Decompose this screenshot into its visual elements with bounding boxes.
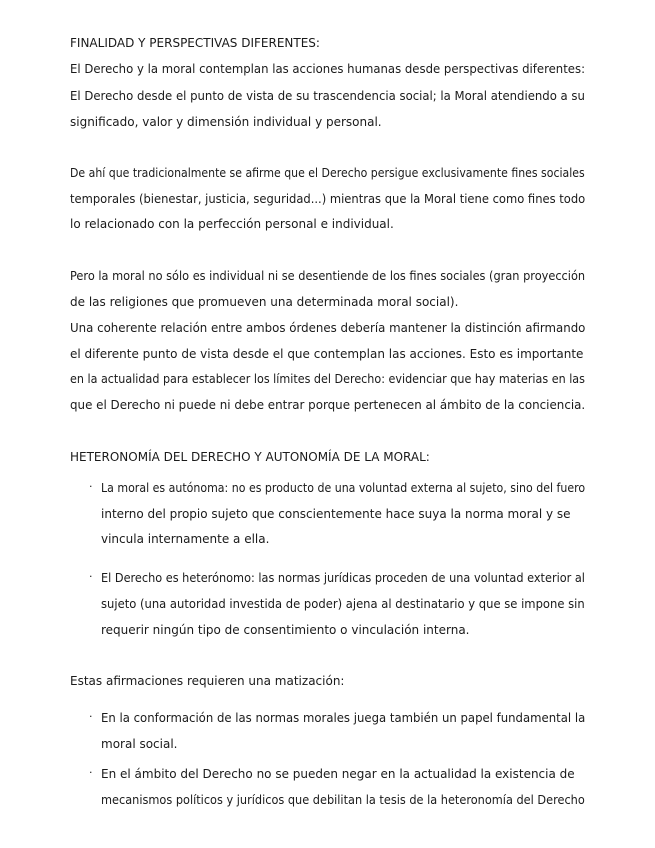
para-1-line-2: El Derecho desde el punto de vista de su trascendencia social; la Moral atendiendo a su [70, 89, 585, 103]
bullet-1-1-line-3: vincula internamente a ella. [101, 532, 270, 546]
bullet-1-1-line-2: interno del propio sujeto que conscientemente hace suya la norma moral y se [101, 507, 571, 521]
para-5: Estas afirmaciones requieren una matización: [70, 674, 345, 688]
para-2-line-3: lo relacionado con la perfección personal e individual. [70, 217, 394, 231]
bullet-2-1-line-1: En la conformación de las normas morales juega también un papel fundamental la [101, 711, 586, 725]
bullet-1-2-line-1: El Derecho es heterónomo: las normas jurídicas proceden de una voluntad exterior al [101, 571, 585, 585]
bullet-2-1-line-2: moral social. [101, 737, 178, 751]
bullet-marker: · [89, 766, 93, 779]
bullet-2-2-line-2: mecanismos políticos y jurídicos que debilitan la tesis de la heteronomía del Derecho [101, 793, 585, 807]
para-3-line-2: de las religiones que promueven una determinada moral social). [70, 295, 459, 309]
para-4-line-3: en la actualidad para establecer los límites del Derecho: evidenciar que hay materias en las [70, 372, 585, 386]
para-3-line-1: Pero la moral no sólo es individual ni se desentiende de los fines sociales (gran proyección [70, 269, 586, 283]
heading-heteronomia: HETERONOMÍA DEL DERECHO Y AUTONOMÍA DE LA MORAL: [70, 450, 430, 464]
para-1-line-3: significado, valor y dimensión individual y personal. [70, 115, 382, 129]
bullet-2-2-line-1: En el ámbito del Derecho no se pueden negar en la actualidad la existencia de [101, 767, 575, 781]
para-2-line-1: De ahí que tradicionalmente se afirme que el Derecho persigue exclusivamente fines sociales [70, 166, 585, 180]
para-4-line-4: que el Derecho ni puede ni debe entrar porque pertenecen al ámbito de la conciencia. [70, 398, 586, 412]
heading-finalidad: FINALIDAD Y PERSPECTIVAS DIFERENTES: [70, 36, 320, 50]
para-1-line-1: El Derecho y la moral contemplan las acciones humanas desde perspectivas diferentes: [70, 62, 586, 76]
bullet-marker: · [89, 480, 93, 493]
bullet-marker: · [89, 570, 93, 583]
bullet-1-2-line-3: requerir ningún tipo de consentimiento o vinculación interna. [101, 623, 470, 637]
para-4-line-1: Una coherente relación entre ambos órdenes debería mantener la distinción afirmando [70, 321, 586, 335]
bullet-1-2-line-2: sujeto (una autoridad investida de poder) ajena al destinatario y que se impone sin [101, 597, 585, 611]
bullet-1-1-line-1: La moral es autónoma: no es producto de una voluntad externa al sujeto, sino del fuero [101, 481, 586, 495]
para-4-line-2: el diferente punto de vista desde el que contemplan las acciones. Esto es importante [70, 347, 584, 361]
bullet-marker: · [89, 710, 93, 723]
para-2-line-2: temporales (bienestar, justicia, seguridad...) mientras que la Moral tiene como fines todo [70, 192, 586, 206]
